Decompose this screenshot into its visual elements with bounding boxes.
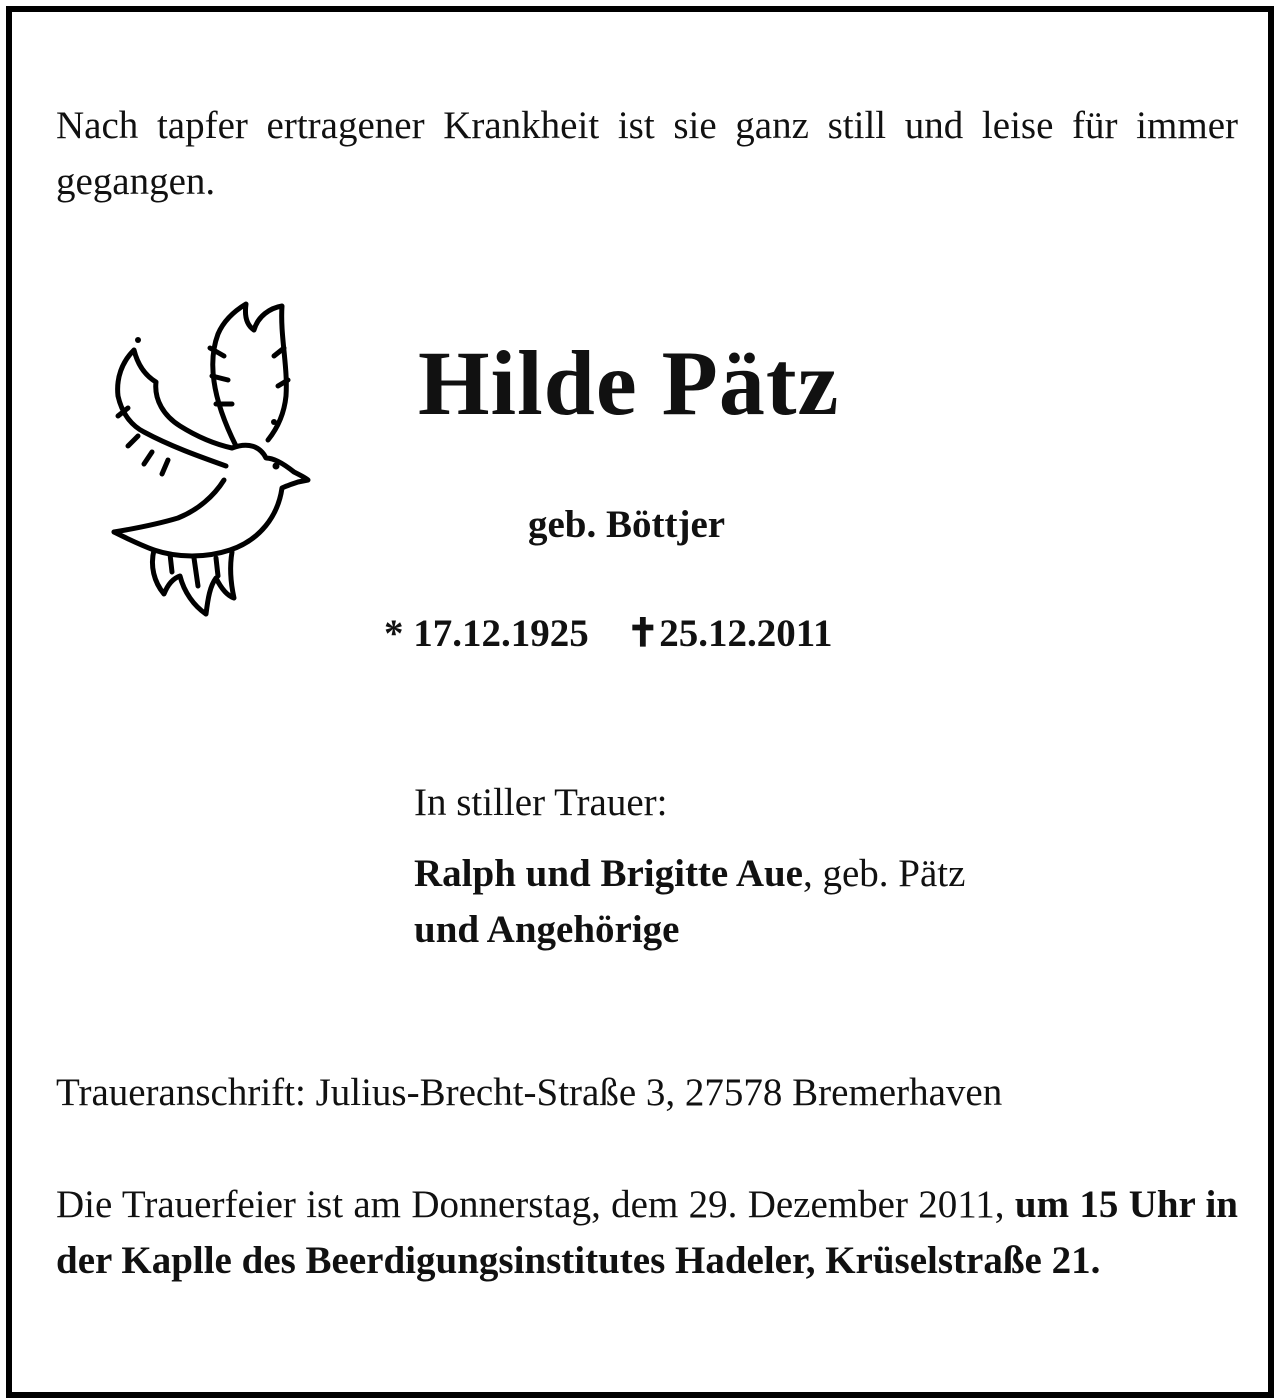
ceremony-date: Die Trauerfeier ist am Donnerstag, dem 29. Dezember 2011, [56,1183,1005,1226]
birth-symbol: * [384,612,404,655]
ceremony-info [56,1177,1238,1289]
birth-date: 17.12.1925 [413,612,589,655]
death-cross-icon: ✝ [626,612,660,655]
family-names: Ralph und Brigitte Aue [414,852,803,895]
ceremony-time-place: um 15 Uhr in der Kaplle des Beerdigungsinstitutes Hadeler, Krüselstraße 21. [56,1183,1238,1282]
death-date: 25.12.2011 [659,612,833,655]
life-dates [384,608,833,660]
mourning-label: In stiller Trauer: [414,781,668,824]
intro-text: Nach tapfer ertragener Krankheit ist sie ganz still und leise für immer gegangen. [56,104,1238,203]
mourners-block [414,846,965,958]
family-maiden-note: , geb. Pätz [803,852,966,895]
obituary-frame [6,6,1274,1398]
mourning-address: Traueranschrift: Julius-Brecht-Straße 3, 27578 Bremerhaven [56,1071,1003,1114]
deceased-name: Hilde Pätz [418,332,840,434]
dove-icon [98,296,312,622]
relatives: und Angehörige [414,908,680,951]
maiden-name: geb. Böttjer [528,503,726,546]
mourners-line-1 [414,846,965,902]
